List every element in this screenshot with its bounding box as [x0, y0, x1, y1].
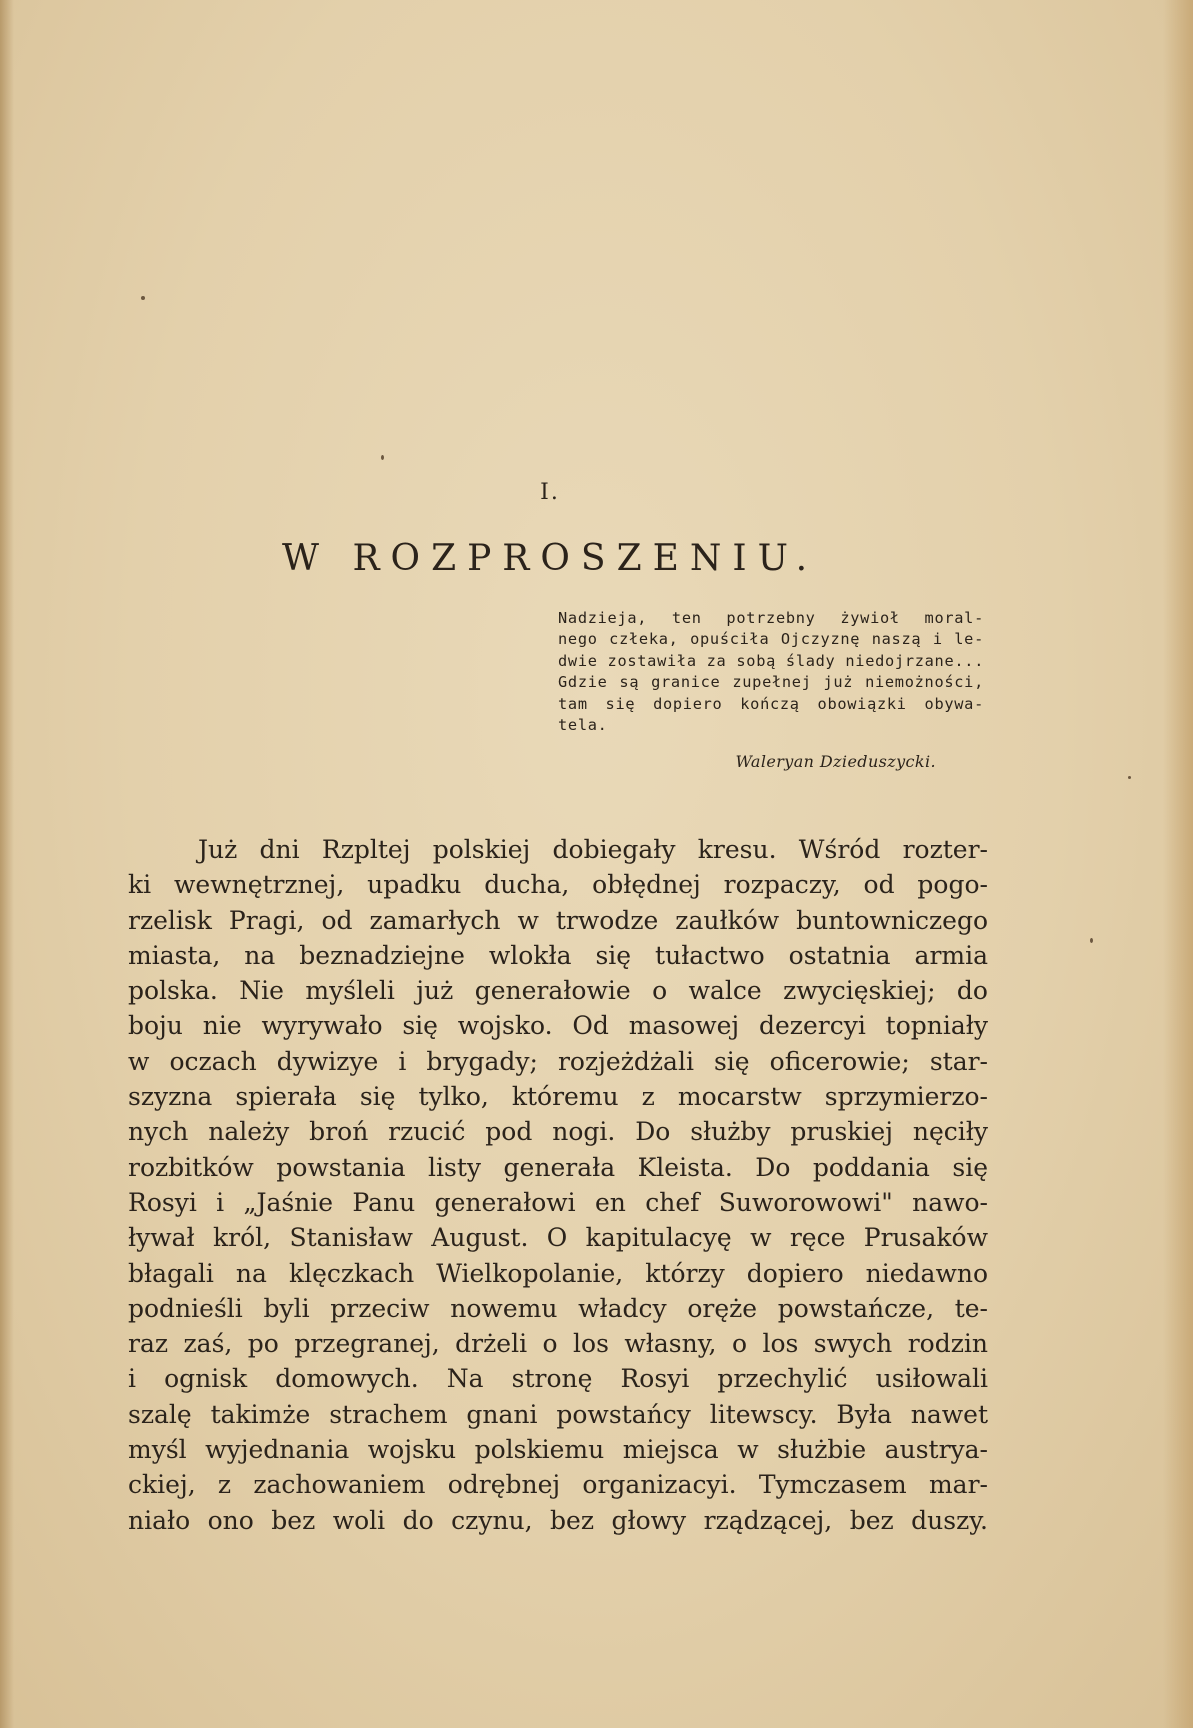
body-line: polska. Nie myśleli już generałowie o walce zwycięskiej; do	[128, 976, 988, 1006]
body-line: błagali na klęczkach Wielkopolanie, którzy dopiero niedawno	[128, 1258, 988, 1288]
chapter-title: W ROZPROSZENIU.	[282, 538, 819, 579]
paper-spot	[1128, 776, 1131, 779]
body-line: Rosyi i „Jaśnie Panu generałowi en chef Suworowowi" nawo-	[128, 1187, 988, 1217]
body-line: i ognisk domowych. Na stronę Rosyi przechylić usiłowali	[128, 1364, 988, 1394]
body-line: niało ono bez woli do czynu, bez głowy rządzącej, bez duszy.	[128, 1505, 988, 1535]
page-edge-left	[0, 0, 14, 1728]
body-line: myśl wyjednania wojsku polskiemu miejsca w służbie austrya-	[128, 1435, 988, 1465]
body-line: nych należy broń rzucić pod nogi. Do służby pruskiej nęciły	[128, 1117, 988, 1147]
body-line: szyzna spierała się tylko, któremu z mocarstw sprzymierzo-	[128, 1082, 988, 1112]
body-line: rzelisk Pragi, od zamarłych w trwodze zaułków buntowniczego	[128, 905, 988, 935]
body-line: w oczach dywizye i brygady; rozjeżdżali się oficerowie; star-	[128, 1046, 988, 1076]
page-edge-right	[1163, 0, 1193, 1728]
epigraph-author: Waleryan Dzieduszycki.	[735, 752, 936, 771]
body-line: ckiej, z zachowaniem odrębnej organizacyi. Tymczasem mar-	[128, 1470, 988, 1500]
epigraph-line: dwie zostawiła za sobą ślady niedojrzane...	[558, 651, 985, 670]
epigraph-line: Nadzieja, ten potrzebny żywioł moral-	[558, 609, 984, 627]
body-line: podnieśli byli przeciw nowemu władcy oręże powstańcze, te-	[128, 1293, 988, 1323]
body-line: rozbitków powstania listy generała Kleista. Do poddania się	[128, 1152, 988, 1182]
chapter-body-text	[128, 832, 988, 1538]
chapter-number: I.	[540, 480, 560, 505]
body-line: Już dni Rzpltej polskiej dobiegały kresu. Wśród rozter-	[198, 835, 988, 864]
body-line: ki wewnętrznej, upadku ducha, obłędnej rozpaczy, od pogo-	[128, 870, 988, 900]
body-line: szalę takimże strachem gnani powstańcy litewscy. Była nawet	[128, 1399, 988, 1429]
epigraph-line: tela.	[558, 716, 608, 735]
body-line: miasta, na beznadziejne wlokła się tułactwo ostatnia armia	[128, 940, 988, 970]
epigraph-line: nego człeka, opuściła Ojczyznę naszą i le-	[558, 630, 984, 649]
epigraph-line: tam się dopiero kończą obowiązki obywa-	[558, 694, 984, 713]
paper-spot	[381, 455, 384, 460]
body-line: raz zaś, po przegranej, drżeli o los własny, o los swych rodzin	[128, 1329, 988, 1359]
paper-spot	[1090, 938, 1093, 943]
paper-spot	[141, 296, 145, 300]
body-line: boju nie wyrywało się wojsko. Od masowej dezercyi topniały	[128, 1011, 988, 1041]
epigraph-line: Gdzie są granice zupełnej już niemożności,	[558, 673, 984, 692]
epigraph	[558, 608, 984, 736]
body-line: ływał król, Stanisław August. O kapitulacyę w ręce Prusaków	[128, 1223, 988, 1253]
